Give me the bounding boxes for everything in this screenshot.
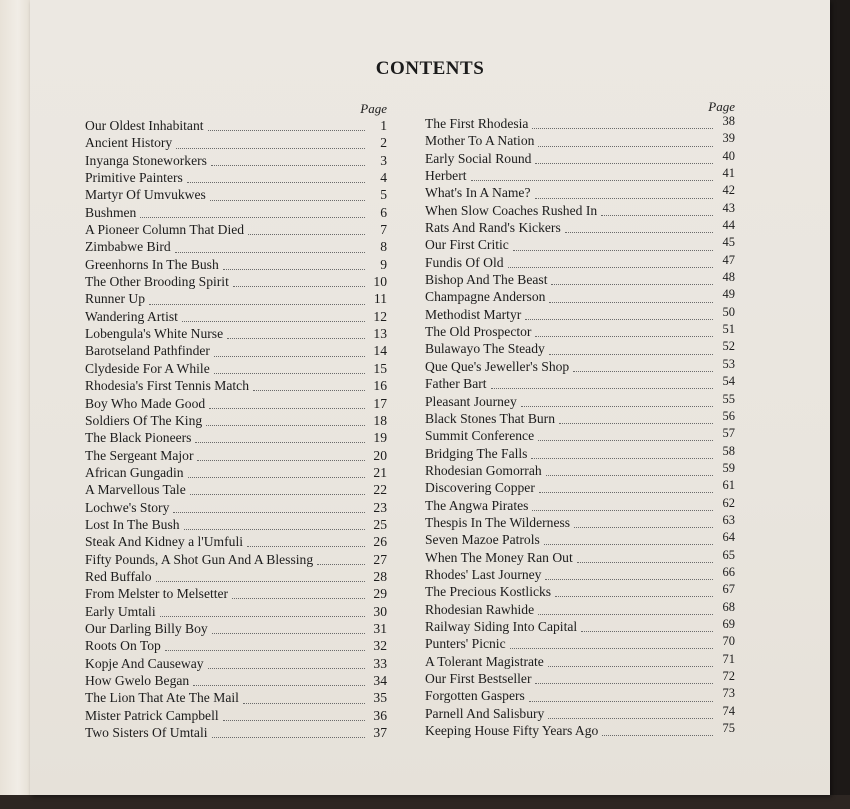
leader-dots <box>149 294 365 305</box>
toc-entry-title: Zimbabwe Bird <box>85 239 171 255</box>
toc-entry <box>85 342 387 359</box>
toc-entry-title: Rats And Rand's Kickers <box>425 220 561 236</box>
toc-entry <box>425 601 735 618</box>
toc-entry-title: Punters' Picnic <box>425 636 506 652</box>
leader-dots <box>173 502 365 513</box>
toc-entry <box>85 672 387 689</box>
toc-entry <box>425 288 735 305</box>
toc-entry <box>425 670 735 687</box>
toc-entry <box>425 722 735 739</box>
toc-entry-title: Wandering Artist <box>85 308 178 324</box>
toc-entry-title: Lobengula's White Nurse <box>85 326 224 342</box>
toc-entry <box>425 427 735 444</box>
toc-entry-title: Forgotten Gaspers <box>425 688 525 704</box>
toc-entry <box>425 393 735 410</box>
toc-entry <box>85 551 387 568</box>
leader-dots <box>248 224 365 235</box>
leader-dots <box>491 378 713 389</box>
leader-dots <box>602 725 713 736</box>
toc-entry-page-number: 35 <box>373 690 387 706</box>
leader-dots <box>544 534 713 545</box>
leader-dots <box>551 274 713 285</box>
toc-entry-page-number: 45 <box>722 235 735 250</box>
toc-entry-page-number: 36 <box>373 707 387 723</box>
toc-entry <box>425 306 735 323</box>
toc-entry-page-number: 17 <box>373 395 387 411</box>
toc-entry-page-number: 32 <box>373 638 387 654</box>
leader-dots <box>549 292 713 303</box>
toc-entry-page-number: 23 <box>373 499 387 515</box>
toc-entry-title: Rhodes' Last Journey <box>425 566 542 582</box>
toc-entry-title: When The Money Ran Out <box>425 549 573 565</box>
toc-entry-page-number: 3 <box>380 152 387 168</box>
toc-entry <box>425 583 735 600</box>
toc-entry-title: Discovering Copper <box>425 480 535 496</box>
leader-dots <box>538 136 713 147</box>
toc-entry-title: Bushmen <box>85 204 137 220</box>
toc-entry-title: What's In A Name? <box>425 185 531 201</box>
leader-dots <box>535 326 713 337</box>
toc-entry <box>85 464 387 481</box>
toc-entry-page-number: 48 <box>722 270 735 285</box>
leader-dots <box>210 190 365 201</box>
contents-page <box>30 0 830 795</box>
toc-entry-page-number: 30 <box>373 603 387 619</box>
leader-dots <box>193 675 365 686</box>
toc-entry <box>85 516 387 533</box>
toc-entry-page-number: 42 <box>722 183 735 198</box>
toc-entry-title: Clydeside For A While <box>85 360 210 376</box>
toc-entry <box>85 429 387 446</box>
toc-entry-page-number: 70 <box>722 634 735 649</box>
toc-entry-title: Inyanga Stoneworkers <box>85 152 207 168</box>
toc-entry <box>425 687 735 704</box>
toc-entry <box>425 254 735 271</box>
toc-entry-title: A Marvellous Tale <box>85 482 186 498</box>
toc-entry-page-number: 25 <box>373 516 387 532</box>
toc-entry <box>425 271 735 288</box>
leader-dots <box>232 588 365 599</box>
toc-entry-title: Rhodesian Rawhide <box>425 601 535 617</box>
leader-dots <box>197 450 365 461</box>
leader-dots <box>176 138 365 149</box>
toc-entry-title: Our First Critic <box>425 237 509 253</box>
toc-entry-title: Herbert <box>425 168 467 184</box>
toc-entry-title: Soldiers Of The King <box>85 412 203 428</box>
leader-dots <box>535 188 713 199</box>
toc-entry-page-number: 56 <box>722 408 735 423</box>
toc-entry-page-number: 21 <box>373 464 387 480</box>
toc-entry <box>85 395 387 412</box>
toc-entry-page-number: 28 <box>373 568 387 584</box>
leader-dots <box>182 311 365 322</box>
leader-dots <box>545 569 713 580</box>
toc-entry-title: Boy Who Made Good <box>85 395 206 411</box>
toc-entry <box>425 202 735 219</box>
toc-entry-page-number: 72 <box>722 669 735 683</box>
leader-dots <box>247 536 365 547</box>
toc-entry-page-number: 22 <box>373 482 387 498</box>
book-bottom-edge <box>0 795 850 809</box>
toc-entry-title: Seven Mazoe Patrols <box>425 532 540 548</box>
toc-entry-page-number: 55 <box>722 391 735 406</box>
leader-dots <box>206 415 365 426</box>
leader-dots <box>546 465 713 476</box>
toc-entry-title: Black Stones That Burn <box>425 410 556 426</box>
toc-entry-title: The Angwa Pirates <box>425 497 529 513</box>
toc-entry-title: The First Rhodesia <box>425 116 529 131</box>
toc-entry-title: Barotseland Pathfinder <box>85 343 210 359</box>
toc-entry-title: The Old Prospector <box>425 324 532 340</box>
toc-entry-page-number: 26 <box>373 534 387 550</box>
leader-dots <box>508 257 713 268</box>
toc-entry-page-number: 49 <box>722 287 735 302</box>
toc-entry-title: Keeping House Fifty Years Ago <box>425 723 599 739</box>
toc-entry <box>85 585 387 602</box>
book-cover-edge <box>830 0 850 809</box>
toc-entry-title: Red Buffalo <box>85 568 152 584</box>
toc-entry-page-number: 4 <box>380 170 387 186</box>
leader-dots <box>573 361 713 372</box>
toc-entry-page-number: 10 <box>373 274 387 290</box>
toc-entry <box>85 724 387 741</box>
toc-entry-page-number: 63 <box>722 512 735 527</box>
toc-entry-page-number: 13 <box>373 326 387 342</box>
leader-dots <box>140 207 365 218</box>
toc-entry-title: Rhodesian Gomorrah <box>425 462 542 478</box>
page-column-heading: Page <box>708 99 735 114</box>
leader-dots <box>223 710 365 721</box>
toc-entry-title: Lochwe's Story <box>85 499 170 515</box>
toc-entry-title: Que Que's Jeweller's Shop <box>425 358 570 374</box>
toc-entry <box>425 150 735 167</box>
toc-entry-page-number: 34 <box>373 673 387 688</box>
toc-entry <box>425 115 735 132</box>
leader-dots <box>195 432 365 443</box>
leader-dots <box>565 222 713 233</box>
toc-entry-title: Rhodesia's First Tennis Match <box>85 378 249 394</box>
leader-dots <box>549 344 713 355</box>
toc-entry <box>85 533 387 550</box>
toc-entry <box>85 238 387 255</box>
toc-entry <box>85 447 387 464</box>
toc-entry-page-number: 41 <box>722 166 735 181</box>
toc-entry-title: Early Umtali <box>85 603 156 619</box>
toc-entry-title: Methodist Martyr <box>425 306 522 322</box>
toc-entry <box>85 325 387 342</box>
leader-dots <box>184 519 365 530</box>
toc-entry <box>425 184 735 201</box>
toc-entry <box>425 462 735 479</box>
toc-entry-page-number: 44 <box>722 218 735 233</box>
toc-entry-page-number: 12 <box>373 308 387 324</box>
leader-dots <box>538 430 713 441</box>
toc-entry <box>85 655 387 672</box>
toc-entry-page-number: 29 <box>373 586 387 602</box>
toc-entry <box>425 635 735 652</box>
toc-entry-page-number: 75 <box>722 721 735 736</box>
leader-dots <box>214 346 365 357</box>
toc-entry <box>425 479 735 496</box>
contents-column-left <box>85 100 387 741</box>
toc-entry-title: Railway Siding Into Capital <box>425 618 578 634</box>
toc-entry-title: Father Bart <box>425 376 487 392</box>
toc-entry-page-number: 58 <box>722 443 735 458</box>
toc-entry-title: Early Social Round <box>425 150 532 166</box>
toc-entry <box>425 358 735 375</box>
leader-dots <box>601 205 713 216</box>
toc-entry <box>425 340 735 357</box>
toc-entry-page-number: 9 <box>380 256 387 272</box>
leader-dots <box>532 118 713 129</box>
toc-entry <box>85 117 387 134</box>
toc-entry <box>85 360 387 377</box>
leader-dots <box>209 398 365 409</box>
toc-entry-title: The Other Brooding Spirit <box>85 274 229 290</box>
toc-entry <box>425 323 735 340</box>
leader-dots <box>548 708 713 719</box>
toc-entry-title: Our First Bestseller <box>425 671 532 686</box>
toc-entry <box>85 620 387 637</box>
toc-entry-page-number: 61 <box>722 478 735 493</box>
toc-entry-title: Summit Conference <box>425 428 535 444</box>
toc-entry-title: Fifty Pounds, A Shot Gun And A Blessing <box>85 551 314 567</box>
toc-entry-title: Primitive Painters <box>85 170 183 186</box>
toc-entry-title: Pleasant Journey <box>425 393 517 409</box>
toc-entry-title: Bishop And The Beast <box>425 272 548 288</box>
leader-dots <box>574 517 713 528</box>
toc-entry <box>85 689 387 706</box>
toc-entry-title: From Melster to Melsetter <box>85 586 229 602</box>
toc-entry <box>425 618 735 635</box>
toc-entry <box>425 497 735 514</box>
toc-entry <box>425 445 735 462</box>
toc-entry-page-number: 8 <box>380 239 387 255</box>
toc-entry-title: African Gungadin <box>85 464 184 480</box>
toc-entry-title: Fundis Of Old <box>425 254 504 270</box>
leader-dots <box>227 328 365 339</box>
toc-entry-page-number: 71 <box>722 651 735 666</box>
toc-entry <box>425 410 735 427</box>
leader-dots <box>233 276 365 287</box>
toc-entry <box>85 603 387 620</box>
leader-dots <box>175 242 365 253</box>
leader-dots <box>317 554 365 565</box>
toc-entry-title: The Sergeant Major <box>85 447 194 463</box>
leader-dots <box>211 155 365 166</box>
toc-entry-page-number: 68 <box>722 599 735 614</box>
toc-entry-page-number: 37 <box>373 725 387 741</box>
toc-entry <box>85 152 387 169</box>
toc-entry-page-number: 67 <box>722 582 735 597</box>
toc-entry-title: Kopje And Causeway <box>85 655 204 671</box>
toc-entry-title: Champagne Anderson <box>425 289 546 305</box>
toc-entry-title: When Slow Coaches Rushed In <box>425 202 598 218</box>
leader-dots <box>529 691 713 702</box>
toc-entry <box>85 221 387 238</box>
toc-entry-page-number: 33 <box>373 655 387 671</box>
leader-dots <box>581 621 713 632</box>
toc-entry <box>425 566 735 583</box>
toc-entry-page-number: 19 <box>373 430 387 446</box>
toc-entry-page-number: 66 <box>722 564 735 579</box>
leader-dots <box>212 727 365 738</box>
toc-entry <box>425 549 735 566</box>
toc-entry-title: A Tolerant Magistrate <box>425 653 544 669</box>
leader-dots <box>535 673 713 684</box>
toc-entry-title: Bulawayo The Steady <box>425 341 545 357</box>
contents-column-right <box>425 98 735 739</box>
toc-entry-page-number: 2 <box>380 135 387 151</box>
toc-list-right <box>425 115 735 739</box>
leader-dots <box>208 120 365 131</box>
toc-entry-title: Mister Patrick Campbell <box>85 707 219 723</box>
book-spine-shadow <box>0 0 30 809</box>
leader-dots <box>513 240 713 251</box>
toc-entry <box>85 169 387 186</box>
toc-entry <box>85 481 387 498</box>
toc-entry-page-number: 27 <box>373 551 387 567</box>
toc-entry <box>85 134 387 151</box>
toc-entry-page-number: 40 <box>722 148 735 163</box>
leader-dots <box>188 467 365 478</box>
toc-entry-page-number: 5 <box>380 187 387 203</box>
toc-entry <box>85 412 387 429</box>
toc-entry <box>425 705 735 722</box>
toc-entry-title: Our Darling Billy Boy <box>85 620 208 636</box>
toc-entry-title: Thespis In The Wilderness <box>425 514 571 530</box>
toc-entry-page-number: 53 <box>722 356 735 371</box>
toc-entry-page-number: 65 <box>722 547 735 562</box>
toc-entry <box>425 531 735 548</box>
page-title: CONTENTS <box>375 58 485 79</box>
leader-dots <box>160 606 365 617</box>
toc-entry-title: A Pioneer Column That Died <box>85 222 245 238</box>
toc-entry-title: Mother To A Nation <box>425 133 535 149</box>
toc-entry-page-number: 7 <box>380 222 387 238</box>
leader-dots <box>187 172 365 183</box>
toc-entry-page-number: 62 <box>722 495 735 510</box>
toc-entry-page-number: 43 <box>722 200 735 215</box>
toc-entry-title: Greenhorns In The Bush <box>85 256 219 272</box>
toc-entry <box>85 568 387 585</box>
toc-entry-title: Our Oldest Inhabitant <box>85 118 204 133</box>
toc-entry-title: Roots On Top <box>85 638 161 654</box>
toc-entry <box>85 256 387 273</box>
leader-dots <box>538 604 713 615</box>
toc-entry-page-number: 59 <box>722 460 735 475</box>
leader-dots <box>214 363 365 374</box>
toc-entry <box>85 290 387 307</box>
toc-entry-page-number: 38 <box>722 114 735 128</box>
toc-entry <box>425 653 735 670</box>
toc-entry-title: The Precious Kostlicks <box>425 584 552 600</box>
toc-entry-title: Parnell And Salisbury <box>425 705 545 721</box>
leader-dots <box>471 170 713 181</box>
toc-entry <box>425 375 735 392</box>
toc-entry-page-number: 73 <box>722 686 735 701</box>
toc-entry-page-number: 11 <box>373 291 387 307</box>
toc-entry <box>425 236 735 253</box>
leader-dots <box>243 693 365 704</box>
leader-dots <box>555 586 713 597</box>
leader-dots <box>531 448 713 459</box>
toc-entry-page-number: 57 <box>722 426 735 441</box>
toc-entry-title: Ancient History <box>85 135 173 151</box>
toc-entry <box>85 204 387 221</box>
toc-entry-page-number: 15 <box>373 360 387 376</box>
leader-dots <box>510 638 713 649</box>
toc-entry <box>425 167 735 184</box>
toc-entry-page-number: 6 <box>380 204 387 220</box>
toc-entry-title: Lost In The Bush <box>85 516 180 532</box>
toc-entry-page-number: 1 <box>380 118 387 133</box>
toc-entry <box>85 637 387 654</box>
toc-entry <box>85 308 387 325</box>
toc-entry-page-number: 16 <box>373 378 387 394</box>
leader-dots <box>190 484 365 495</box>
page-column-heading: Page <box>360 101 387 116</box>
leader-dots <box>253 380 365 391</box>
toc-entry-title: Steak And Kidney a l'Umfuli <box>85 534 244 550</box>
toc-entry <box>425 219 735 236</box>
toc-entry-page-number: 39 <box>722 131 735 146</box>
leader-dots <box>208 658 365 669</box>
toc-entry-title: The Black Pioneers <box>85 430 192 446</box>
toc-entry <box>425 132 735 149</box>
toc-entry-page-number: 14 <box>373 343 387 359</box>
toc-entry-title: The Lion That Ate The Mail <box>85 690 239 706</box>
leader-dots <box>521 396 713 407</box>
toc-entry-page-number: 69 <box>722 616 735 631</box>
toc-entry <box>425 514 735 531</box>
leader-dots <box>532 500 713 511</box>
toc-entry-page-number: 20 <box>373 447 387 463</box>
toc-entry <box>85 186 387 203</box>
toc-entry-page-number: 52 <box>722 339 735 354</box>
toc-entry-page-number: 54 <box>722 374 735 389</box>
toc-entry-title: Runner Up <box>85 291 146 307</box>
toc-entry-page-number: 18 <box>373 412 387 428</box>
toc-entry <box>85 377 387 394</box>
leader-dots <box>212 623 365 634</box>
toc-entry-title: Bridging The Falls <box>425 445 528 461</box>
toc-entry-title: Martyr Of Umvukwes <box>85 187 206 203</box>
toc-entry-page-number: 47 <box>722 252 735 267</box>
leader-dots <box>535 153 713 164</box>
toc-entry <box>85 499 387 516</box>
leader-dots <box>156 571 365 582</box>
leader-dots <box>165 640 365 651</box>
toc-entry-title: How Gwelo Began <box>85 673 190 688</box>
toc-entry-page-number: 31 <box>373 620 387 636</box>
leader-dots <box>548 656 713 667</box>
toc-entry-page-number: 74 <box>722 703 735 718</box>
leader-dots <box>525 309 713 320</box>
toc-entry-page-number: 51 <box>722 322 735 337</box>
toc-entry <box>85 707 387 724</box>
toc-list-left <box>85 117 387 741</box>
leader-dots <box>539 482 713 493</box>
toc-entry-page-number: 64 <box>722 530 735 545</box>
toc-entry-page-number: 50 <box>722 304 735 319</box>
toc-entry <box>85 273 387 290</box>
leader-dots <box>559 413 713 424</box>
leader-dots <box>577 552 713 563</box>
leader-dots <box>223 259 365 270</box>
toc-entry-title: Two Sisters Of Umtali <box>85 725 208 741</box>
